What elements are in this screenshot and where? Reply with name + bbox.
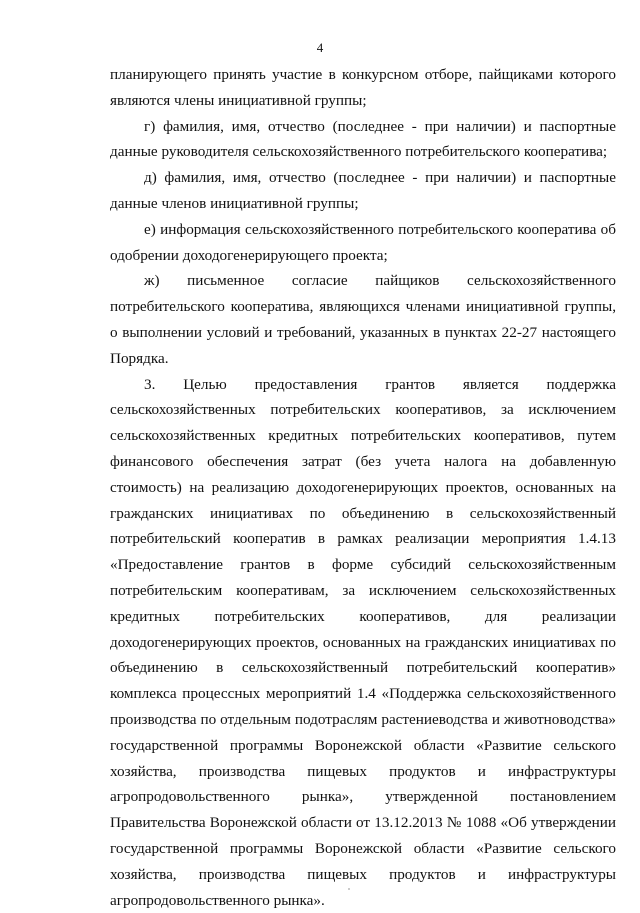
paragraph-item-g: г) фамилия, имя, отчество (последнее - при наличии) и паспортные данные руководителя сельскохозяйственного потребительского кооператива; — [110, 117, 616, 161]
document-body — [110, 62, 616, 913]
page-number: 4 — [316, 40, 324, 55]
paragraph-item-e: е) информация сельскохозяйственного потребительского кооператива об одобрении доходогенерирующего проекта; — [110, 220, 616, 264]
paragraph-section-3: 3. Целью предоставления грантов является поддержка сельскохозяйственных потребительских кооперативов, за исключением сельскохозяйственных кредитных потребительских кооперативов, путем финансового обеспечения затрат (без учета налога на добавленную стоимость) на реализацию доходогенерирующих проектов, основанных на гражданских инициативах по объединению в сельскохозяйственный потребительский кооператив в рамках реализации мероприятия 1.4.13 «Предоставление грантов в форме субсидий сельскохозяйственным потребительским кооперативам, за исключением сельскохозяйственных кредитных потребительских кооперативов, для реализации доходогенерирующих проектов, основанных на гражданских инициативах по объединению в сельскохозяйственный потребительский кооператив» комплекса процессных мероприятий 1.4 «Поддержка сельскохозяйственного производства по отдельным подотраслям растениеводства и животноводства» государственной программы Воронежской области «Развитие сельского хозяйства, производства пищевых продуктов и инфраструктуры агропродовольственного рынка», утвержденной постановлением Правительства Воронежской области от 13.12.2013 № 1088 «Об утверждении государственной программы Воронежской области «Развитие сельского хозяйства, производства пищевых продуктов и инфраструктуры агропродовольственного рынка». — [110, 375, 616, 909]
scan-speck — [348, 888, 350, 890]
paragraph-item-d: д) фамилия, имя, отчество (последнее - при наличии) и паспортные данные членов инициативной группы; — [110, 169, 616, 212]
paragraph-item-zh: ж) письменное согласие пайщиков сельскохозяйственного потребительского кооператива, являющихся членами инициативной группы, о выполнении условий и требований, указанных в пунктах 22-27 настоящего Порядка. — [110, 272, 616, 367]
paragraph-continuation: планирующего принять участие в конкурсном отборе, пайщиками которого являются члены инициативной группы; — [110, 66, 616, 109]
